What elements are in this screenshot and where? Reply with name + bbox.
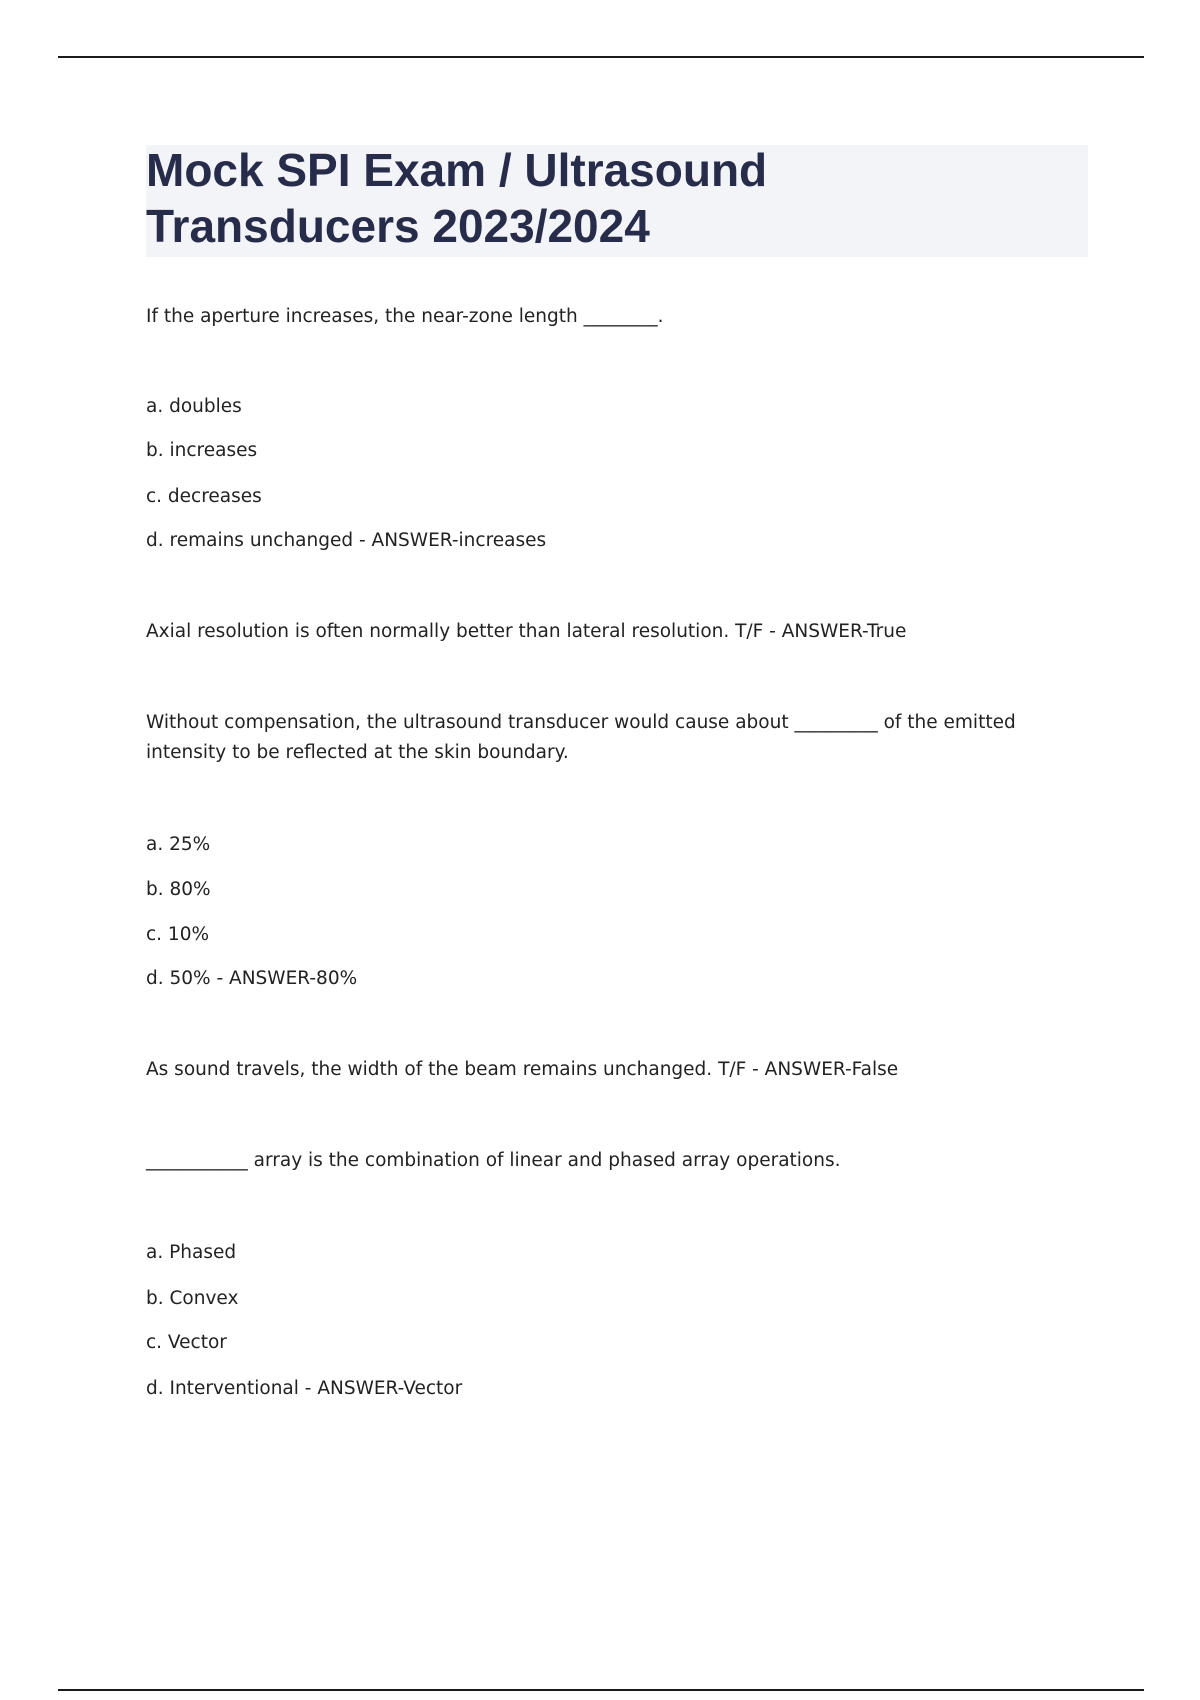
question-5-option-b: b. Convex — [146, 1288, 239, 1309]
question-1-option-b: b. increases — [146, 440, 258, 461]
question-2-stem: Axial resolution is often normally better than lateral resolution. T/F - ANSWER-True — [146, 621, 907, 642]
question-3-option-d: d. 50% - ANSWER-80% — [146, 968, 358, 989]
question-5-option-d: d. Interventional - ANSWER-Vector — [146, 1378, 463, 1399]
footer-rule — [58, 1689, 1144, 1691]
header-rule — [58, 56, 1144, 58]
question-3-option-b: b. 80% — [146, 879, 211, 900]
title-line-1: Mock SPI Exam / Ultrasound — [146, 144, 768, 196]
question-3-option-a: a. 25% — [146, 834, 211, 855]
question-3-option-c: c. 10% — [146, 924, 210, 945]
document-title — [146, 142, 1088, 254]
question-5-stem: ___________ array is the combination of linear and phased array operations. — [146, 1150, 841, 1171]
question-3-stem-line-1: Without compensation, the ultrasound transducer would cause about _________ of the emitted — [146, 712, 1016, 733]
question-1-option-a: a. doubles — [146, 396, 242, 417]
question-5-option-c: c. Vector — [146, 1332, 227, 1353]
title-line-2: Transducers 2023/2024 — [146, 200, 650, 252]
question-1-option-d: d. remains unchanged - ANSWER-increases — [146, 530, 547, 551]
question-5-option-a: a. Phased — [146, 1242, 237, 1263]
question-1-stem: If the aperture increases, the near-zone length ________. — [146, 306, 664, 327]
question-3-stem-line-2: intensity to be reflected at the skin boundary. — [146, 742, 569, 763]
question-1-option-c: c. decreases — [146, 486, 262, 507]
question-4-stem: As sound travels, the width of the beam remains unchanged. T/F - ANSWER-False — [146, 1059, 899, 1080]
